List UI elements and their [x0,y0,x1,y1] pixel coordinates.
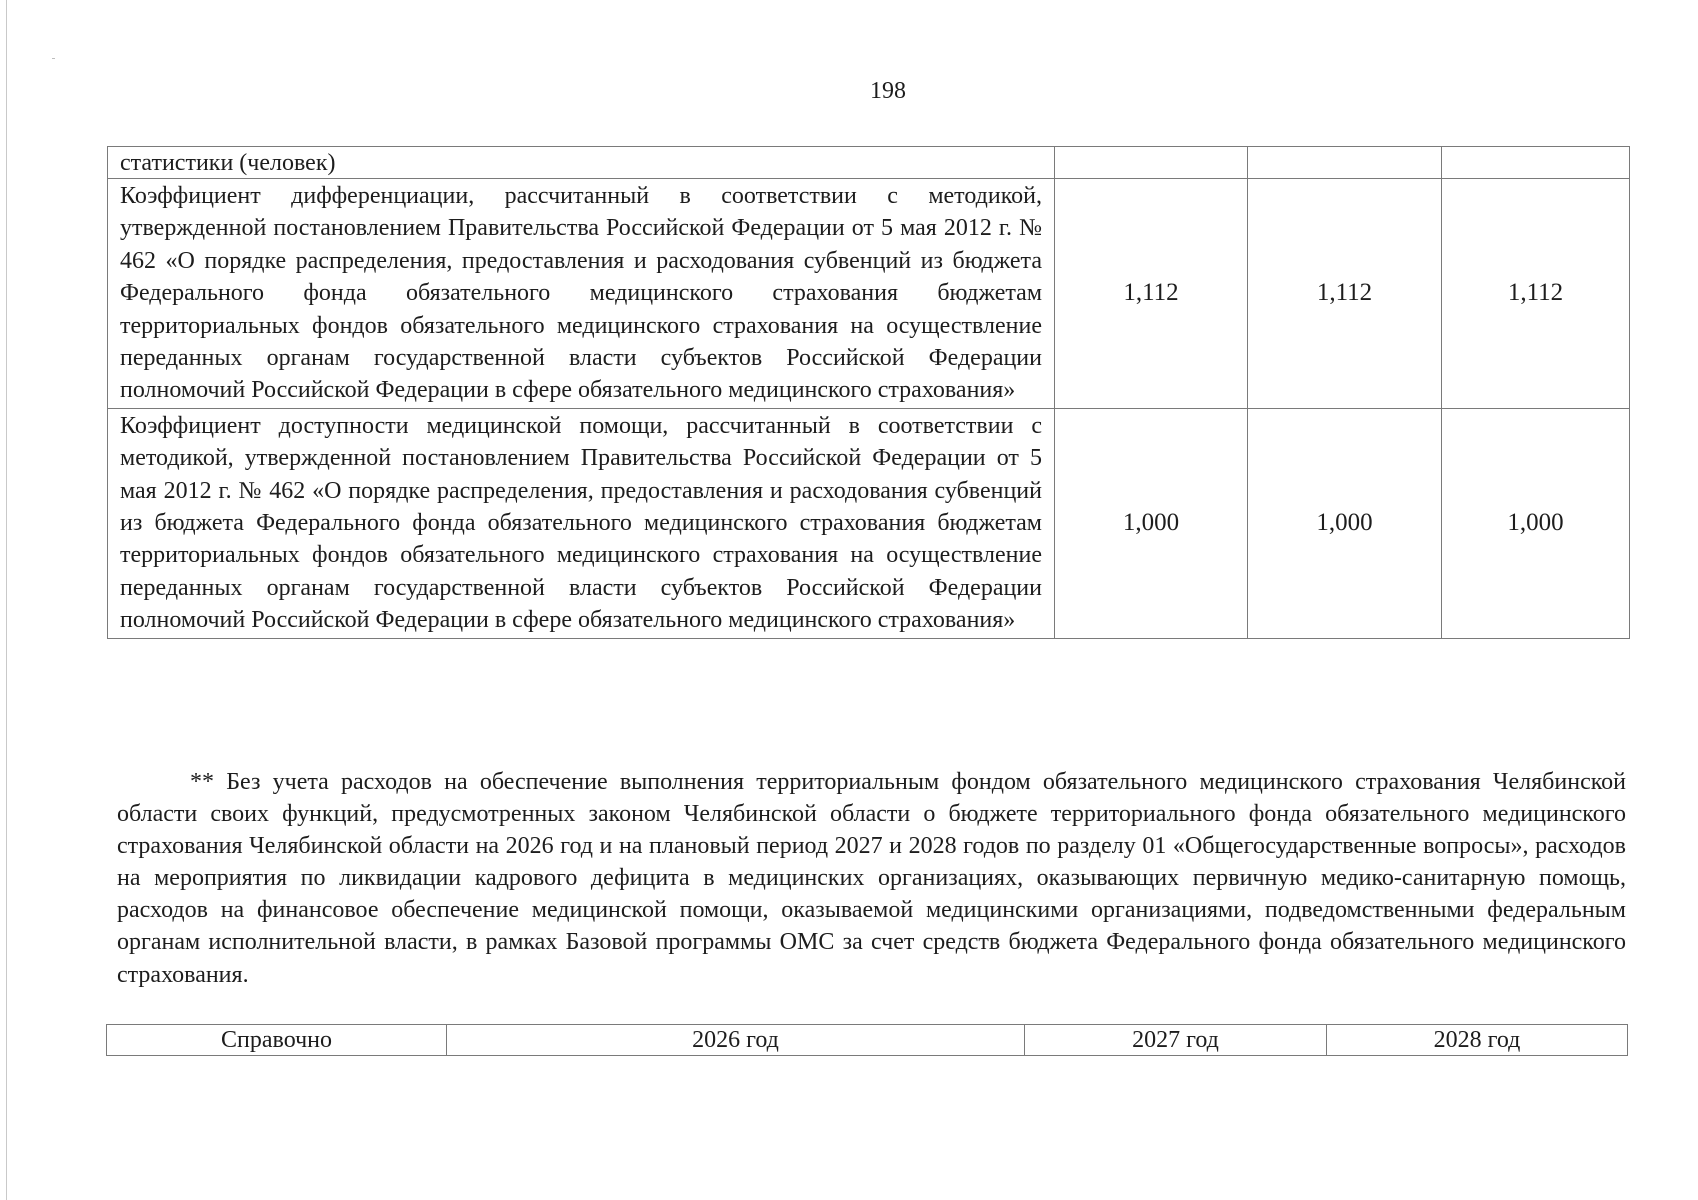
header-reference: Справочно [107,1025,447,1056]
header-year-2027: 2027 год [1025,1025,1327,1056]
scan-left-edge [6,0,7,1200]
table-row [108,147,1630,179]
value-2026: 1,000 [1055,408,1248,638]
scan-artifact [52,58,55,59]
row-description: Коэффициент дифференциации, рассчитанный в соответствии с методикой, утвержденной постановлением Правительства Российской Федерации от 5 мая 2012 г. № 462 «О порядке распределения, предоставления и расходования субвенций из бюджета Федерального фонда обязательного медицинского страхования бюджетам территориальных фондов обязательного медицинского страхования на осуществление переданных органам государственной власти субъектов Российской Федерации полномочий Российской Федерации в сфере обязательного медицинского страхования» [108,179,1055,409]
footnote-paragraph: ** Без учета расходов на обеспечение выполнения территориальным фондом обязательного медицинского страхования Челябинской области своих функций, предусмотренных законом Челябинской области о бюджете территориального фонда обязательного медицинского страхования Челябинской области на 2026 год и на плановый период 2027 и 2028 годов по разделу 01 «Общегосударственные вопросы», расходов на мероприятия по ликвидации кадрового дефицита в медицинских организациях, оказывающих первичную медико-санитарную помощь, расходов на финансовое обеспечение медицинской помощи, оказываемой медицинскими организациями, подведомственными федеральным органам исполнительной власти, в рамках Базовой программы ОМС за счет средств бюджета Федерального фонда обязательного медицинского страхования. [117,769,1626,988]
row-description: Коэффициент доступности медицинской помощи, рассчитанный в соответствии с методикой, утвержденной постановлением Правительства Российской Федерации от 5 мая 2012 г. № 462 «О порядке распределения, предоставления и расходования субвенций из бюджета Федерального фонда обязательного медицинского страхования бюджетам территориальных фондов обязательного медицинского страхования на осуществление переданных органам государственной власти субъектов Российской Федерации полномочий Российской Федерации в сфере обязательного медицинского страхования» [108,408,1055,638]
header-year-2028: 2028 год [1327,1025,1628,1056]
page-number: 198 [870,78,906,104]
row-description: статистики (человек) [108,147,1055,179]
value-2028: 1,000 [1442,408,1630,638]
reference-table [106,1024,1628,1056]
value-2026 [1055,147,1248,179]
value-2027: 1,112 [1248,179,1442,409]
coefficients-table [107,146,1630,639]
header-year-2026: 2026 год [447,1025,1025,1056]
value-2028 [1442,147,1630,179]
value-2026: 1,112 [1055,179,1248,409]
table-header-row [107,1025,1628,1056]
table-row [108,408,1630,638]
value-2027: 1,000 [1248,408,1442,638]
table-row [108,179,1630,409]
value-2027 [1248,147,1442,179]
value-2028: 1,112 [1442,179,1630,409]
